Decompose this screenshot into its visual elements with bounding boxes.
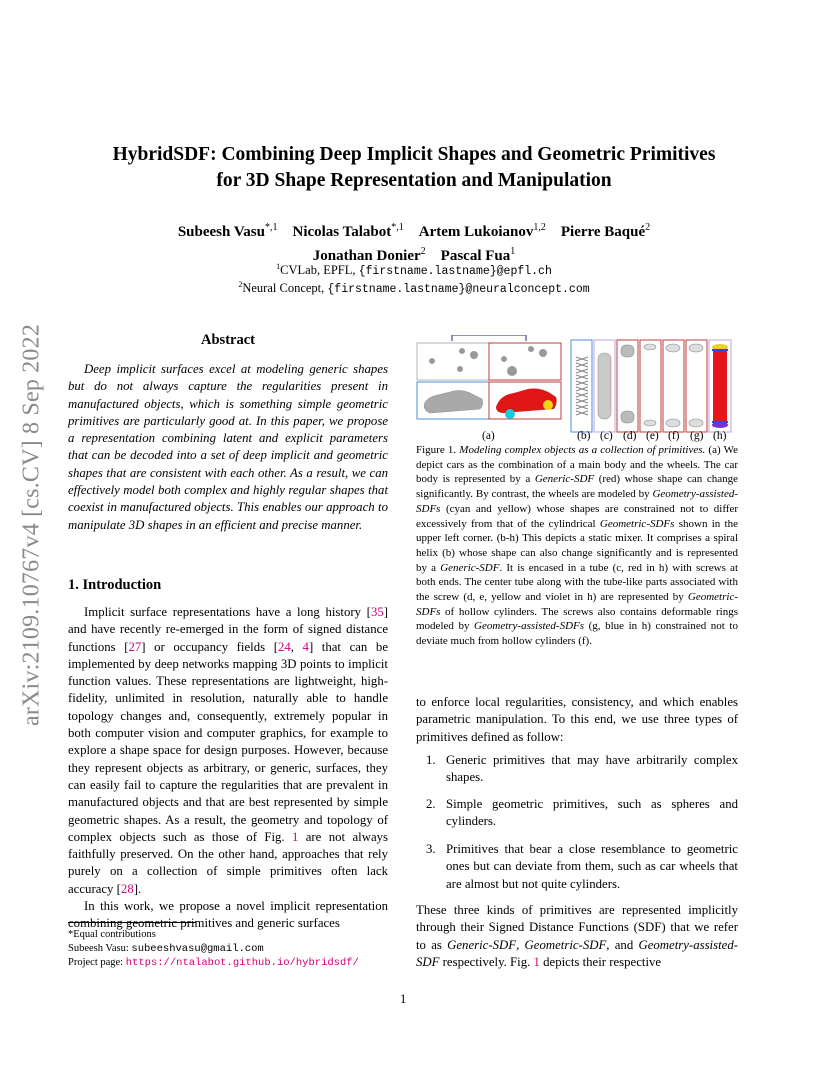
- citation-link[interactable]: 4: [302, 639, 309, 654]
- arxiv-identifier-text: arXiv:2109.10767v4 [cs.CV] 8 Sep 2022: [18, 323, 45, 727]
- figure-ref-link[interactable]: 1: [291, 829, 299, 844]
- figure-label-g: (g): [690, 430, 704, 442]
- footnote-equal-contrib: *Equal contributions: [68, 929, 156, 940]
- footnote-rule: [68, 922, 196, 923]
- right-paragraph-1: [416, 694, 738, 746]
- hollow-cylinder-icon: [666, 344, 680, 352]
- caption-text: Figure 1. Modeling complex objects as a collection of primitives. (a) We depict cars as the combination of a main body and the wheels. The car body is represented by a Generic-SDF (red) whose shape can change significantly. By contrast, the wheels are modeled by Geometry-assisted-SDFs (cyan and yellow) whose shapes are constrained not to differ excessively from that of the cylindrical Geometric-SDFs shown in the upper left corner. (b-h) This depicts a static mixer. It comprises a spiral helix (b) whose shape can also change significantly and is represented by a Generic-SDF. It is encased in a tube (c, red in h) with screws at both ends. The center tube along with the tube-like parts associated with the screw (d, e, yellow and violet in h) are represented by Geometric-SDFs of hollow cylinders. The screws also contains deformable rings modeled by Geometry-assisted-SDFs (g, blue in h) constrained not to deviate much from hollow cylinders (f).: [416, 444, 738, 648]
- affil-text: CVLab, EPFL,: [280, 263, 359, 278]
- panel-e: [640, 340, 661, 432]
- list-item: [426, 841, 738, 897]
- ring-icon: [644, 344, 656, 350]
- footnotes: [68, 928, 398, 971]
- intro-body: [68, 604, 388, 933]
- primitive-sphere-icon: [539, 349, 547, 357]
- paper-title: [60, 142, 768, 194]
- assembled-tube-icon: [713, 347, 727, 425]
- title-line-1: HybridSDF: Combining Deep Implicit Shapes and Geometric Primitives: [112, 144, 716, 165]
- figure-caption: [416, 443, 738, 649]
- author-name: Artem Lukoianov: [418, 224, 534, 240]
- right-paragraph-1-text: to enforce local regularities, consistency, and which enables parametric manipulation. To this end, we use three types of primitives defined as follow:: [416, 695, 738, 744]
- author-affil-mark: *,1: [391, 222, 404, 233]
- affil-email: {firstname.lastname}@neuralconcept.com: [327, 283, 590, 297]
- figure-label-b: (b): [577, 430, 591, 442]
- title-line-2: for 3D Shape Representation and Manipulation: [216, 170, 612, 191]
- list-text: Simple geometric primitives, such as spheres and cylinders.: [446, 797, 738, 829]
- author-name: Nicolas Talabot: [292, 224, 392, 240]
- author-affil-mark: 2: [420, 246, 426, 257]
- list-item: [426, 796, 738, 844]
- ring-icon: [644, 420, 656, 426]
- list-text: Primitives that bear a close resemblance to geometric ones but can deviate from them, such as car wheels that are almost but not quite cylinders.: [446, 842, 738, 891]
- affil-email: {firstname.lastname}@epfl.ch: [358, 265, 552, 279]
- footnote-project: Project page: https://ntalabot.github.io/hybridsdf/: [68, 957, 359, 969]
- deformable-ring-icon: [689, 419, 703, 427]
- primitive-sphere-icon: [457, 366, 463, 372]
- panel-b: [571, 340, 592, 432]
- hollow-cylinder-icon: [666, 419, 680, 427]
- tube-icon: [598, 353, 611, 419]
- primitive-sphere-icon: [429, 358, 435, 364]
- panel-f: [663, 340, 684, 432]
- citation-link[interactable]: 28: [120, 881, 134, 896]
- page-number: 1: [400, 992, 407, 1006]
- author-line-1: [60, 218, 768, 242]
- author-affil-mark: 2: [645, 222, 651, 233]
- right-paragraph-2: [416, 902, 738, 971]
- author-name: Subeesh Vasu: [177, 224, 265, 240]
- author-name: Pierre Baqué: [560, 224, 646, 240]
- figure-label-e: (e): [646, 430, 659, 442]
- figure-label-d: (d): [623, 430, 637, 442]
- author-affil-mark: 1: [510, 246, 516, 257]
- email-address: subeeshvasu@gmail.com: [131, 942, 264, 955]
- list-number: 2.: [426, 797, 436, 811]
- author-name: Pascal Fua: [440, 248, 511, 264]
- list-number: 3.: [426, 842, 436, 856]
- list-text: Generic primitives that may have arbitrarily complex shapes.: [446, 753, 738, 785]
- citation-link[interactable]: 24: [277, 639, 291, 654]
- list-item: [426, 752, 738, 800]
- author-list: [60, 218, 768, 266]
- figure-label-a: (a): [482, 430, 495, 442]
- geometric-sdf-panel: [417, 343, 489, 380]
- intro-heading: 1. Introduction: [68, 577, 162, 593]
- affil-mark: 1: [276, 262, 281, 271]
- author-affil-mark: *,1: [264, 222, 278, 233]
- author-name: Jonathan Donier: [312, 248, 421, 264]
- abstract-heading: Abstract: [201, 332, 255, 348]
- citation-link[interactable]: 27: [128, 639, 142, 654]
- affiliation-2: [60, 280, 768, 296]
- blue-ring-icon: [712, 349, 728, 351]
- affil-mark: 2: [238, 280, 243, 289]
- intro-paragraph-1: Implicit surface representations have a long history [35] and have recently re-emerged in the form of signed distance functions [27] or occupancy fields [24, 4] that can be implemented by deep networks mapping 3D points to implicit function values. These representations are lightweight, high-fidelity, unlimited in resolution, naturally able to handle topology changes and, consequently, extremely popular in both computer vision and computer graphics, for example to explore a shape space for design purposes. However, because they represent objects as arbitrary, or generic, surfaces, they can easily fail to capture the regularities that are prevalent in manufactured objects and that are best represented by simple geometric shapes. As a result, the geometry and topology of complex objects such as those of Fig. 1 are not always faithfully preserved. On the other hand, approaches that rely purely on a collection of simple primitives often lack accuracy [28].: [68, 605, 388, 896]
- primitive-sphere-icon: [459, 348, 465, 354]
- panel-g: [686, 340, 707, 432]
- abstract-body: [68, 361, 388, 534]
- screw-cylinder-icon: [621, 345, 634, 357]
- figure-bracket-icon: [452, 335, 526, 341]
- primitive-sphere-icon: [501, 356, 507, 362]
- project-page-link[interactable]: https://ntalabot.github.io/hybridsdf/: [125, 957, 359, 969]
- wheel-yellow-icon: [543, 400, 553, 410]
- figure-ref-link[interactable]: 1: [533, 954, 540, 969]
- arxiv-identifier: [14, 290, 50, 760]
- affil-text: Neural Concept,: [242, 281, 328, 296]
- blue-ring-icon: [712, 421, 728, 423]
- wheel-cyan-icon: [505, 409, 515, 419]
- list-number: 1.: [426, 753, 436, 767]
- abstract-text: Deep implicit surfaces excel at modeling generic shapes but do not always capture the regularities present in manufactured objects, which is something simple geometric primitives are particularly good at. In this paper, we propose a representation combining latent and explicit parameters that can be decoded into a set of deep implicit and geometric shapes that are consistent with each other. As a result, we can effectively model both complex and highly regular shapes that coexist in manufactured objects. This enables our approach to manipulate 3D shapes in an efficient and precise manner.: [68, 362, 388, 532]
- figure-label-h: (h): [713, 430, 727, 442]
- deformable-ring-icon: [689, 344, 703, 352]
- intro-paragraph-2: In this work, we propose a novel implicit representation combining geometric primitives and generic surfaces: [68, 899, 388, 931]
- figure-label-c: (c): [600, 430, 613, 442]
- screw-cylinder-icon: [621, 411, 634, 423]
- citation-link[interactable]: 35: [370, 605, 384, 619]
- affiliation-1: [60, 262, 768, 278]
- figure-label-f: (f): [668, 430, 680, 442]
- right-paragraph-2-text: These three kinds of primitives are represented implicitly through their Signed Distance Functions (SDF) that we refer to as Generic-SDF, Geometric-SDF, and Geometry-assisted-SDF respectively. Fig. 1 depicts their respective: [416, 903, 738, 969]
- figure-1: [416, 335, 738, 445]
- primitive-sphere-icon: [470, 351, 478, 359]
- primitive-sphere-icon: [528, 346, 534, 352]
- primitive-sphere-icon: [507, 366, 517, 376]
- geometric-sdf-panel: [489, 343, 561, 380]
- author-affil-mark: 1,2: [533, 222, 546, 233]
- footnote-email: Subeesh Vasu: subeeshvasu@gmail.com: [68, 942, 264, 955]
